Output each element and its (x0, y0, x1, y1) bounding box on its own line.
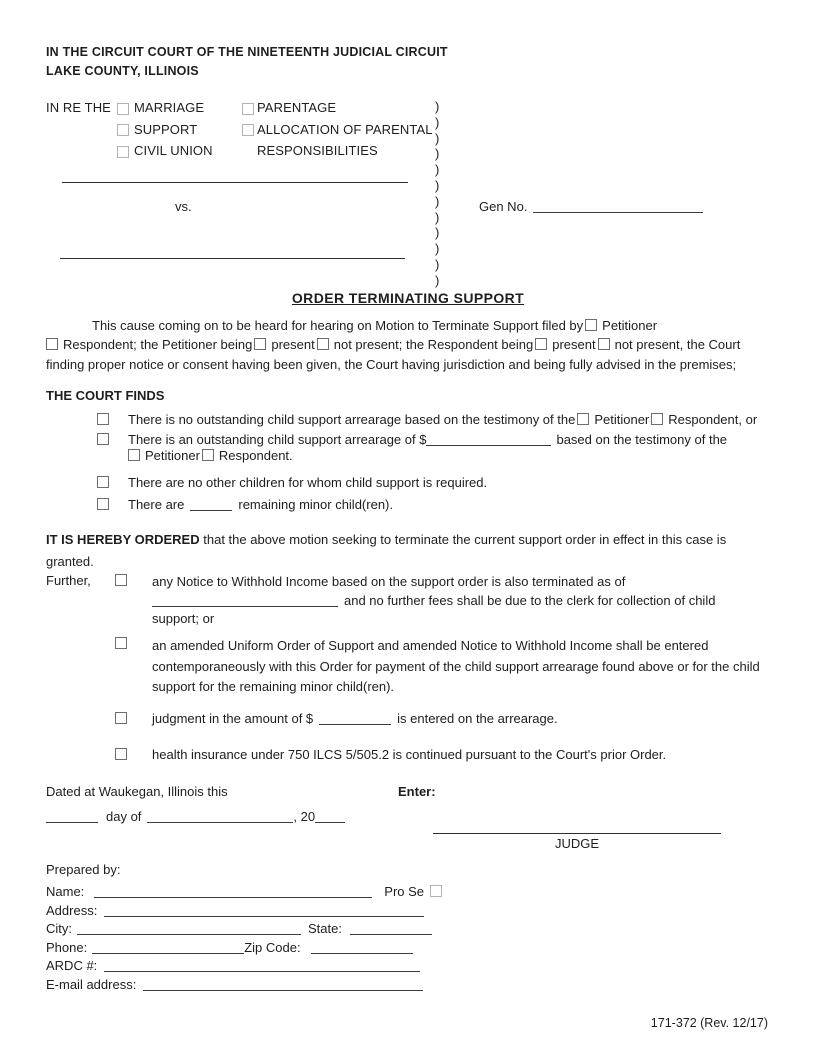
further-health-insurance-label: health insurance under 750 ILCS 5/505.2 is continued pursuant to the Court's prior Order. (152, 747, 667, 762)
caption-paren: ) (435, 162, 440, 178)
finding-no-arrearage-row (97, 412, 757, 427)
year-blank[interactable] (315, 810, 345, 823)
enter-label: Enter: (398, 784, 436, 799)
opening-line1 (46, 316, 776, 335)
judge-label: JUDGE (554, 836, 600, 851)
finding-no-arrearage-text (128, 412, 757, 427)
petitioner-name-blank[interactable] (62, 166, 408, 183)
finding-remaining-children-checkbox[interactable] (97, 498, 109, 510)
respondent-name-blank[interactable] (60, 242, 405, 259)
petitioner-present-checkbox[interactable] (254, 338, 266, 350)
finding-no-other-children-row (97, 475, 487, 490)
ordered-line2: granted. (46, 554, 94, 569)
form-title: ORDER TERMINATING SUPPORT (291, 290, 525, 306)
filed-by-petitioner-label: Petitioner (602, 318, 658, 333)
finding-arrearage-line2 (128, 448, 293, 463)
finding2-respondent-checkbox[interactable] (202, 449, 214, 461)
termination-date-blank[interactable] (152, 594, 338, 607)
finding-no-other-children-checkbox[interactable] (97, 476, 109, 488)
withhold-line2 (152, 593, 715, 608)
ordered-paragraph (46, 529, 776, 573)
vs-label: vs. (175, 199, 192, 214)
filed-by-respondent-checkbox[interactable] (46, 338, 58, 350)
further-amended-order-text (152, 636, 760, 698)
caption-paren: ) (435, 256, 440, 272)
support-checkbox[interactable] (117, 124, 129, 136)
caption-parens-column (435, 99, 439, 289)
petitioner-not-present-checkbox[interactable] (317, 338, 329, 350)
withhold-line2-text: and no further fees shall be due to the clerk for collection of child (344, 592, 716, 608)
finding-remaining-children-label-b: remaining minor child(ren). (238, 497, 393, 512)
prepared-email-row (46, 977, 423, 992)
judgment-amount-blank[interactable] (319, 712, 391, 725)
filed-by-respondent-label: Respondent; the Petitioner being (63, 337, 253, 353)
zip-label: Zip Code: (244, 940, 301, 955)
finding1-petitioner-checkbox[interactable] (577, 413, 589, 425)
prepared-phone-row (46, 940, 413, 955)
caption-paren: ) (435, 99, 440, 114)
year-prefix-label: , 20 (293, 809, 316, 824)
caption-paren: ) (435, 146, 440, 162)
dated-at-label: Dated at Waukegan, Illinois this (46, 784, 228, 799)
further-withhold-terminated-text (152, 573, 715, 629)
opening-line2 (46, 335, 776, 354)
caption-paren: ) (435, 130, 440, 146)
amended-line3: support for the remaining minor child(ren). (152, 679, 395, 694)
finding-arrearage-row (97, 432, 727, 464)
further-judgment-text (152, 711, 558, 726)
withhold-line1: any Notice to Withhold Income based on the support order is also terminated as of (152, 574, 626, 589)
finding1-petitioner-label: Petitioner (594, 412, 650, 427)
opening-line3: finding proper notice or consent having been given, the Court having jurisdiction and being fully advised in the premises; (46, 356, 737, 372)
judgment-label-b: is entered on the arrearage. (397, 711, 558, 726)
prepared-ardc-row (46, 958, 420, 973)
finding-arrearage-line1 (128, 432, 727, 447)
gen-no-blank[interactable] (533, 200, 703, 213)
finding-remaining-children-label-a: There are (128, 497, 185, 512)
ordered-lead-bold: IT IS HEREBY ORDERED (46, 532, 200, 547)
opening-paragraph (46, 316, 776, 374)
month-blank[interactable] (147, 810, 293, 823)
finding-remaining-children-row (97, 497, 393, 512)
email-label: E-mail address: (46, 977, 137, 992)
form-title-row (0, 290, 816, 306)
day-blank[interactable] (46, 810, 98, 823)
finding-arrearage-text (128, 432, 727, 464)
amended-line2: contemporaneously with this Order for payment of the child support arrearage found above or for the child (152, 658, 760, 674)
amended-line1: an amended Uniform Order of Support and amended Notice to Withhold Income shall be entered (152, 638, 709, 653)
judgment-label-a: judgment in the amount of $ (152, 711, 314, 726)
date-fill-row (46, 809, 345, 824)
name-blank[interactable] (94, 885, 372, 898)
finding-arrearage-checkbox[interactable] (97, 433, 109, 445)
petitioner-not-present-label: not present; the Respondent being (333, 337, 534, 353)
allocation-checkbox[interactable] (242, 124, 254, 136)
form-number: 171-372 (Rev. 12/17) (650, 1016, 768, 1030)
zip-blank[interactable] (311, 941, 413, 954)
city-label: City: (46, 921, 72, 936)
prepared-name-row (46, 884, 447, 899)
finding1-respondent-label: Respondent, or (668, 412, 758, 427)
withhold-line3: support; or (152, 611, 215, 626)
court-header (46, 43, 448, 81)
further-judgment-row (115, 711, 558, 726)
allocation-label: ALLOCATION OF PARENTAL (257, 121, 433, 137)
caption-paren: ) (435, 114, 440, 130)
finding2-respondent-label: Respondent. (218, 448, 293, 463)
finding1-respondent-checkbox[interactable] (651, 413, 663, 425)
ordered-line1 (46, 529, 776, 551)
phone-blank[interactable] (92, 941, 244, 954)
gen-no-label: Gen No. (479, 199, 528, 214)
respondent-not-present-checkbox[interactable] (598, 338, 610, 350)
further-health-insurance-checkbox[interactable] (115, 748, 127, 760)
finding-no-other-children-label: There are no other children for whom child support is required. (128, 475, 488, 490)
caption-paren: ) (435, 193, 440, 209)
court-header-line2: LAKE COUNTY, ILLINOIS (46, 64, 199, 78)
further-withhold-terminated-checkbox[interactable] (115, 574, 127, 586)
marriage-checkbox[interactable] (117, 103, 129, 115)
gen-no-row (479, 199, 703, 214)
court-finds-heading: THE COURT FINDS (46, 388, 165, 403)
ardc-blank[interactable] (104, 959, 420, 972)
parentage-checkbox[interactable] (242, 103, 254, 115)
caption-paren: ) (435, 209, 440, 225)
petitioner-present-label: present (271, 337, 315, 353)
respondent-not-present-label: not present, the Court (614, 337, 741, 353)
finding2-petitioner-label: Petitioner (145, 448, 200, 463)
civil-union-checkbox[interactable] (117, 146, 129, 158)
finding2-petitioner-checkbox[interactable] (128, 449, 140, 461)
respondent-present-label: present (552, 337, 596, 353)
in-re-the-label: IN RE THE (46, 100, 111, 115)
caption-paren: ) (435, 177, 440, 193)
filed-by-petitioner-checkbox[interactable] (585, 319, 597, 331)
finding-arrearage-label-a: There is an outstanding child support arrearage of $ (128, 432, 427, 447)
address-label: Address: (46, 903, 98, 918)
further-withhold-terminated-row (115, 573, 715, 629)
further-judgment-checkbox[interactable] (115, 712, 127, 724)
caption-paren: ) (435, 241, 440, 257)
state-blank[interactable] (350, 922, 432, 935)
parentage-label: PARENTAGE (257, 100, 337, 115)
respondent-present-checkbox[interactable] (535, 338, 547, 350)
prepared-by-heading: Prepared by: (46, 862, 121, 877)
marriage-label: MARRIAGE (134, 100, 205, 115)
prepared-address-row (46, 903, 424, 918)
finding-remaining-children-text (128, 497, 393, 512)
email-blank[interactable] (143, 978, 423, 991)
state-label: State: (308, 921, 342, 936)
case-caption (46, 96, 774, 296)
support-label: SUPPORT (134, 121, 198, 137)
caption-paren: ) (435, 272, 440, 288)
pro-se-checkbox[interactable] (430, 885, 442, 897)
judge-signature-blank[interactable] (433, 818, 721, 834)
court-header-line1: IN THE CIRCUIT COURT OF THE NINETEENTH JUDICIAL CIRCUIT (46, 45, 448, 59)
caption-paren: ) (435, 225, 440, 241)
prepared-city-row (46, 921, 432, 936)
civil-union-label: CIVIL UNION (134, 143, 213, 158)
responsibilities-label: RESPONSIBILITIES (257, 143, 378, 158)
further-label: Further, (46, 573, 91, 588)
further-health-insurance-row (115, 747, 666, 762)
day-of-label: day of (106, 809, 142, 824)
address-blank[interactable] (104, 904, 424, 917)
remaining-children-count-blank[interactable] (190, 498, 232, 511)
opening-line1-text: This cause coming on to be heard for hearing on Motion to Terminate Support filed by (92, 318, 584, 333)
ardc-label: ARDC #: (46, 958, 98, 973)
finding-arrearage-label-b: based on the testimony of the (556, 432, 728, 447)
city-blank[interactable] (77, 922, 301, 935)
pro-se-label: Pro Se (384, 884, 425, 899)
further-amended-order-row (115, 636, 760, 698)
arrearage-amount-blank[interactable] (426, 433, 551, 446)
phone-label: Phone: (46, 940, 88, 955)
further-amended-order-checkbox[interactable] (115, 637, 127, 649)
finding-no-arrearage-checkbox[interactable] (97, 413, 109, 425)
finding-no-arrearage-label: There is no outstanding child support arrearage based on the testimony of the (128, 412, 576, 427)
ordered-lead-text: that the above motion seeking to terminate the current support order in effect in this case is (203, 532, 727, 547)
name-label: Name: (46, 884, 85, 899)
